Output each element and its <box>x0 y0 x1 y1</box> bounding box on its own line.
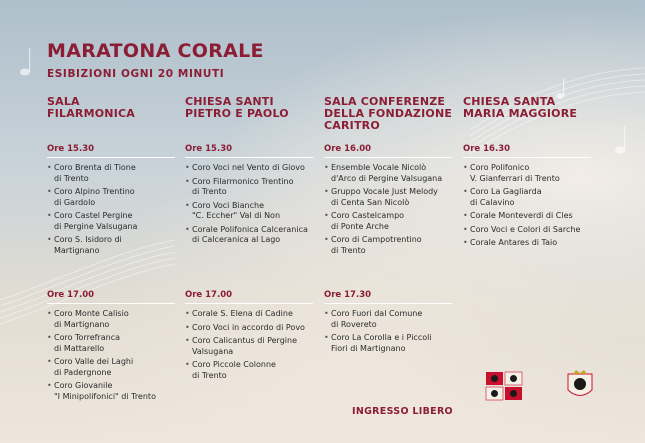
venue-column-sala-filarmonica <box>47 95 177 401</box>
choir-item: • Coro Piccole Colonne di Trento <box>185 360 313 381</box>
free-entry-note: INGRESSO LIBERO <box>352 406 453 417</box>
time-block <box>324 288 452 357</box>
choir-item: • Coro Monte Calisio di Martignano <box>47 309 175 330</box>
choir-item: • Coro Valle dei Laghi di Padergnone <box>47 357 175 378</box>
choir-item: • Coro Castelcampo di Ponte Arche <box>324 211 452 232</box>
time-block <box>185 142 313 249</box>
choir-item: • Coro Giovanile "I Minipolifonici" di Trento <box>47 381 175 402</box>
time-label: Ore 16.30 <box>463 142 591 158</box>
choir-item: • Corale S. Elena di Cadine <box>185 309 313 320</box>
venue-title: CHIESA SANTI PIETRO E PAOLO <box>185 95 289 120</box>
choir-item: • Gruppo Vocale Just Melody di Centa San Nicolò <box>324 187 452 208</box>
time-label: Ore 17.00 <box>185 288 313 304</box>
choir-item: • Corale Antares di Taio <box>463 238 591 249</box>
time-block <box>47 288 175 405</box>
choir-item: • Coro Calicantus di Pergine Valsugana <box>185 336 313 357</box>
page-title: MARATONA CORALE <box>47 40 264 62</box>
province-crest-icon <box>560 370 600 402</box>
choir-item: • Coro Polifonico V. Gianferrari di Trento <box>463 163 591 184</box>
time-block <box>324 142 452 259</box>
choir-item: • Coro La Corolla e i Piccoli Fiori di Martignano <box>324 333 452 354</box>
page-subtitle: ESIBIZIONI OGNI 20 MINUTI <box>47 68 225 80</box>
choir-item: • Ensemble Vocale Nicolò d'Arco di Pergine Valsugana <box>324 163 452 184</box>
time-block <box>185 288 313 384</box>
choir-item: • Coro Fuori dal Comune di Rovereto <box>324 309 452 330</box>
venue-column-chiesa-santa-maria-maggiore <box>463 95 593 247</box>
venue-title: SALA CONFERENZE DELLA FONDAZIONE CARITRO <box>324 95 453 132</box>
choir-item: • Coro Voci nel Vento di Giovo <box>185 163 313 174</box>
choir-item: • Coro Voci Bianche "C. Eccher" Val di Non <box>185 201 313 222</box>
choir-item: • Coro Voci in accordo di Povo <box>185 323 313 334</box>
time-label: Ore 15.30 <box>185 142 313 158</box>
time-block <box>47 142 175 259</box>
choir-item: • Corale Monteverdi di Cles <box>463 211 591 222</box>
choir-item: • Coro Alpino Trentino di Gardolo <box>47 187 175 208</box>
time-label: Ore 17.00 <box>47 288 175 304</box>
venue-title: CHIESA SANTA MARIA MAGGIORE <box>463 95 578 120</box>
choir-item: • Coro La Gagliarda di Calavino <box>463 187 591 208</box>
time-label: Ore 16.00 <box>324 142 452 158</box>
choir-item: • Coro di Campotrentino di Trento <box>324 235 452 256</box>
time-label: Ore 17.30 <box>324 288 452 304</box>
choir-item: • Corale Polifonica Calceranica di Calceranica al Lago <box>185 225 313 246</box>
choir-item: • Coro Filarmonico Trentino di Trento <box>185 177 313 198</box>
venue-column-chiesa-santi-pietro-paolo <box>185 95 315 380</box>
choir-item: • Coro Brenta di Tione di Trento <box>47 163 175 184</box>
choir-item: • Coro Torrefranca di Mattarello <box>47 333 175 354</box>
time-block <box>463 142 591 252</box>
venue-column-sala-conferenze-caritro <box>324 95 454 353</box>
choir-item: • Coro S. Isidoro di Martignano <box>47 235 175 256</box>
choir-item: • Coro Castel Pergine di Pergine Valsugana <box>47 211 175 232</box>
time-label: Ore 15.30 <box>47 142 175 158</box>
choir-item: • Coro Voci e Colori di Sarche <box>463 225 591 236</box>
region-crest-icon <box>484 370 524 402</box>
venue-title: SALA FILARMONICA <box>47 95 135 120</box>
